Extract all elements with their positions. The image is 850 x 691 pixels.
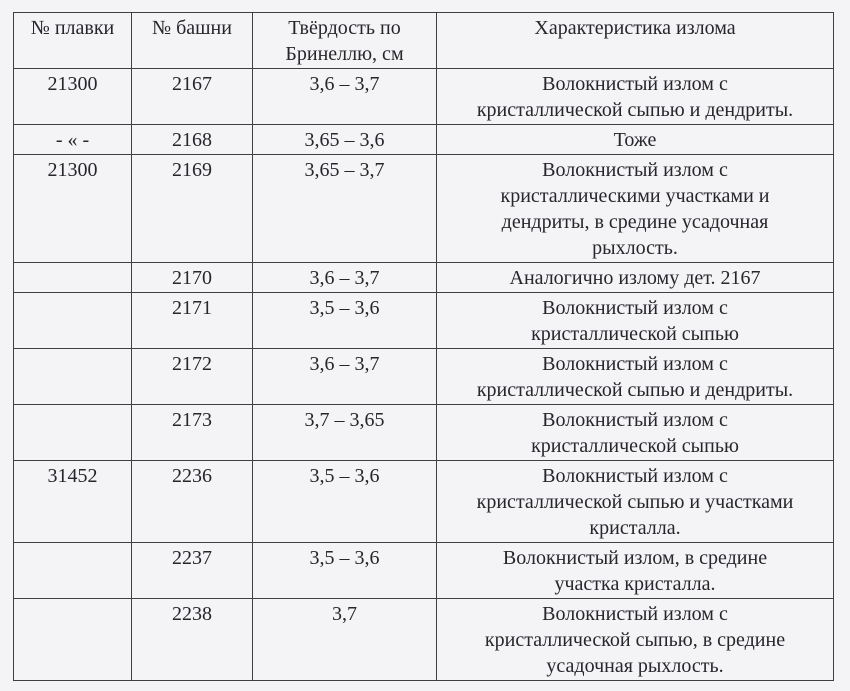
cell-tower: 2237 bbox=[132, 543, 253, 599]
cell-fracture: Волокнистый излом с кристаллической сыпью и участками кристалла. bbox=[437, 461, 834, 543]
cell-tower: 2236 bbox=[132, 461, 253, 543]
cell-melt: - « - bbox=[14, 125, 132, 155]
table-row bbox=[14, 293, 834, 349]
cell-tower: 2171 bbox=[132, 293, 253, 349]
header-row bbox=[14, 13, 834, 69]
table-row bbox=[14, 461, 834, 543]
header-melt-number: № плавки bbox=[14, 13, 132, 69]
cell-hardness: 3,65 – 3,7 bbox=[253, 155, 437, 263]
cell-hardness: 3,6 – 3,7 bbox=[253, 349, 437, 405]
cell-tower: 2170 bbox=[132, 263, 253, 293]
table-row bbox=[14, 599, 834, 681]
cell-fracture: Волокнистый излом с кристаллическими участками и дендриты, в средине усадочная рыхлость. bbox=[437, 155, 834, 263]
cell-tower: 2173 bbox=[132, 405, 253, 461]
fracture-characteristics-table bbox=[13, 12, 834, 681]
cell-melt bbox=[14, 349, 132, 405]
cell-tower: 2169 bbox=[132, 155, 253, 263]
cell-fracture: Волокнистый излом с кристаллической сыпью и дендриты. bbox=[437, 349, 834, 405]
header-fracture-characteristic: Характеристика излома bbox=[437, 13, 834, 69]
table-row bbox=[14, 69, 834, 125]
cell-hardness: 3,6 – 3,7 bbox=[253, 69, 437, 125]
table-row bbox=[14, 349, 834, 405]
table-row bbox=[14, 155, 834, 263]
cell-hardness: 3,7 bbox=[253, 599, 437, 681]
cell-hardness: 3,6 – 3,7 bbox=[253, 263, 437, 293]
cell-hardness: 3,65 – 3,6 bbox=[253, 125, 437, 155]
cell-hardness: 3,5 – 3,6 bbox=[253, 293, 437, 349]
cell-melt: 21300 bbox=[14, 69, 132, 125]
cell-fracture: Тоже bbox=[437, 125, 834, 155]
cell-fracture: Волокнистый излом с кристаллической сыпью и дендриты. bbox=[437, 69, 834, 125]
table-row bbox=[14, 405, 834, 461]
cell-tower: 2168 bbox=[132, 125, 253, 155]
cell-melt bbox=[14, 405, 132, 461]
cell-melt bbox=[14, 599, 132, 681]
header-brinell-hardness: Твёрдость по Бринеллю, см bbox=[253, 13, 437, 69]
cell-fracture: Волокнистый излом с кристаллической сыпью bbox=[437, 293, 834, 349]
table-row bbox=[14, 125, 834, 155]
cell-fracture: Волокнистый излом, в средине участка кристалла. bbox=[437, 543, 834, 599]
table-row bbox=[14, 263, 834, 293]
cell-melt bbox=[14, 293, 132, 349]
table-header bbox=[14, 13, 834, 69]
cell-melt: 21300 bbox=[14, 155, 132, 263]
cell-fracture: Аналогично излому дет. 2167 bbox=[437, 263, 834, 293]
table-body bbox=[14, 69, 834, 681]
cell-melt bbox=[14, 543, 132, 599]
table-row bbox=[14, 543, 834, 599]
cell-tower: 2167 bbox=[132, 69, 253, 125]
cell-tower: 2172 bbox=[132, 349, 253, 405]
cell-hardness: 3,5 – 3,6 bbox=[253, 543, 437, 599]
cell-fracture: Волокнистый излом с кристаллической сыпью, в средине усадочная рыхлость. bbox=[437, 599, 834, 681]
cell-hardness: 3,5 – 3,6 bbox=[253, 461, 437, 543]
cell-fracture: Волокнистый излом с кристаллической сыпью bbox=[437, 405, 834, 461]
cell-hardness: 3,7 – 3,65 bbox=[253, 405, 437, 461]
cell-melt bbox=[14, 263, 132, 293]
cell-melt: 31452 bbox=[14, 461, 132, 543]
header-tower-number: № башни bbox=[132, 13, 253, 69]
cell-tower: 2238 bbox=[132, 599, 253, 681]
